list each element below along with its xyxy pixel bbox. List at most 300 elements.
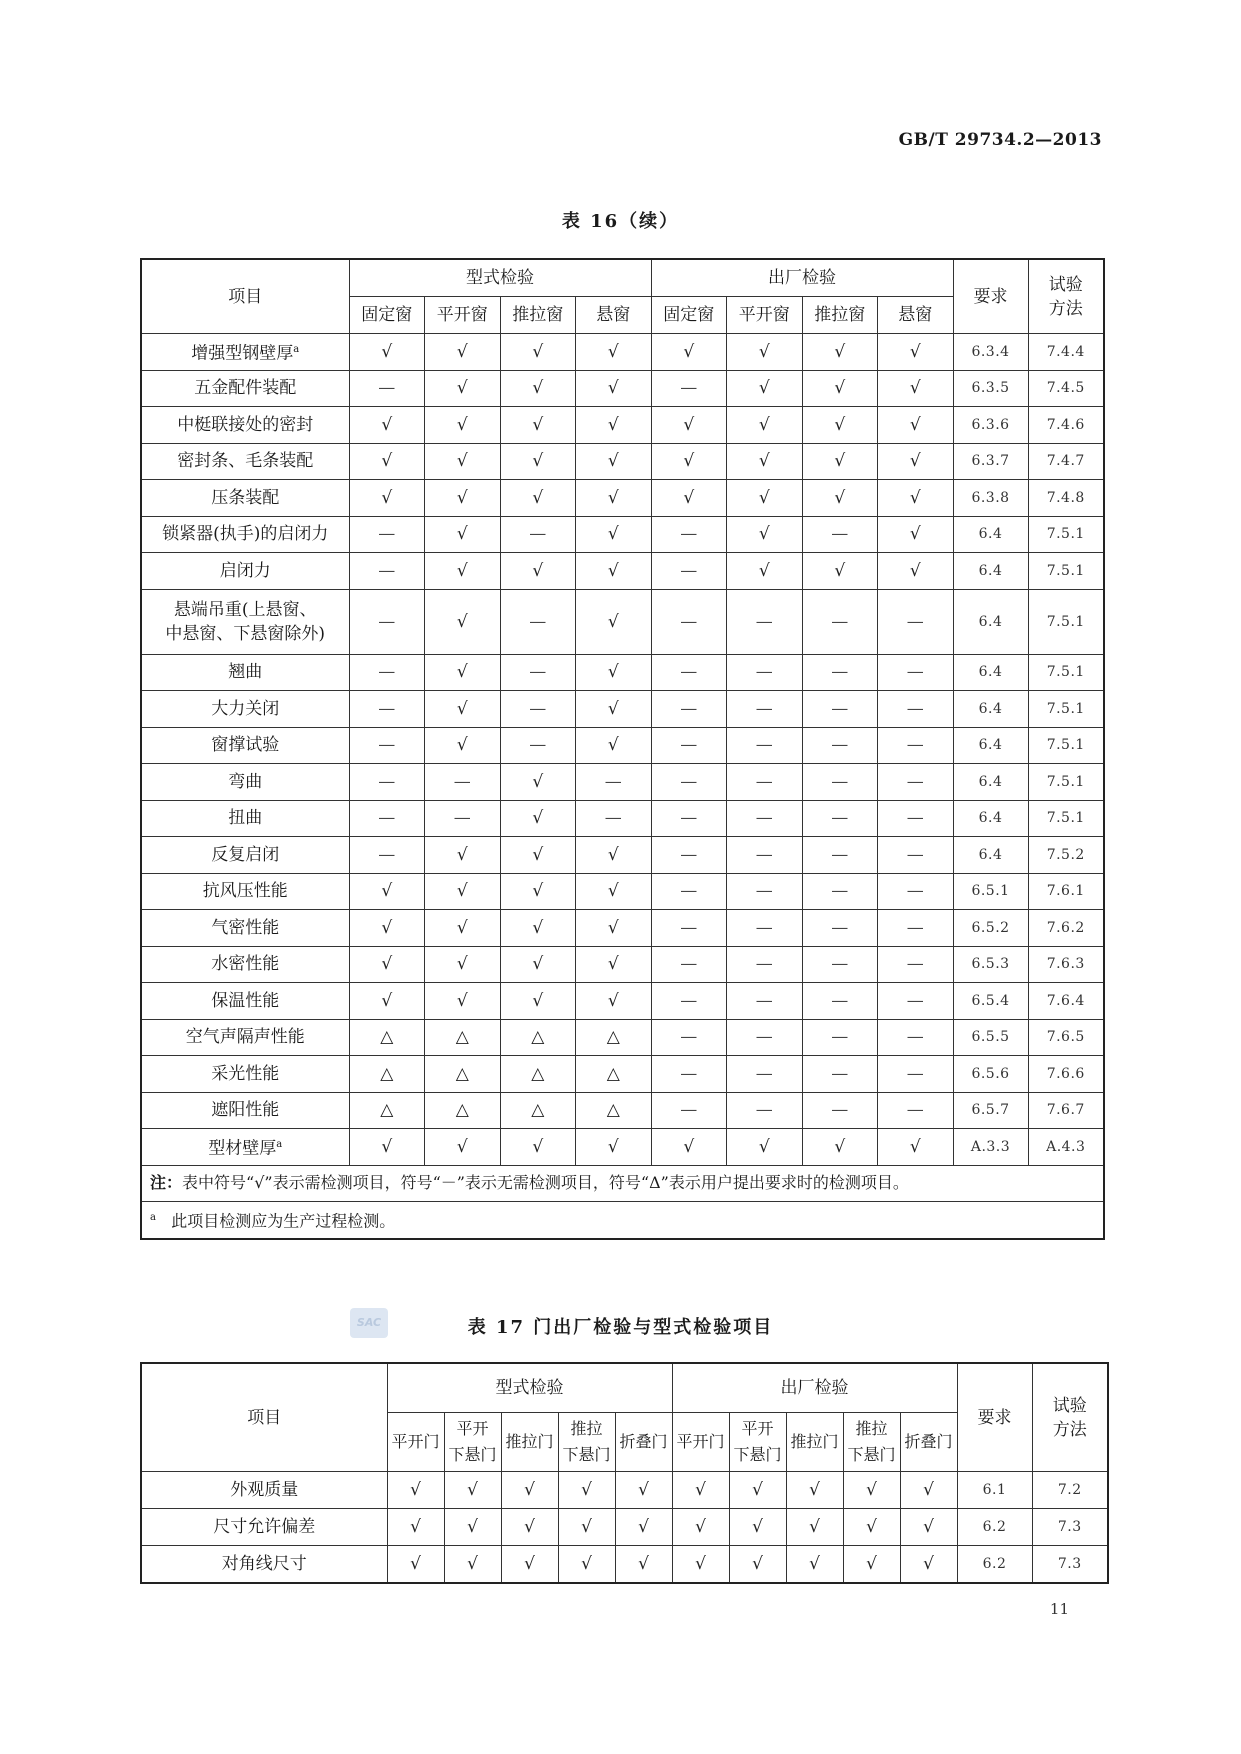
check-cell: √: [576, 1129, 652, 1166]
requirement-cell: 6.4: [953, 764, 1028, 801]
check-cell: √: [802, 1129, 878, 1166]
note-text: 表中符号“√”表示需检测项目，符号“－”表示无需检测项目，符号“Δ”表示用户提出要求时的检测项目。: [182, 1173, 909, 1193]
method-cell: 7.5.1: [1028, 553, 1104, 590]
check-cell: —: [349, 764, 425, 801]
table-row: [141, 910, 1104, 947]
check-cell: √: [349, 910, 425, 947]
check-cell: —: [651, 727, 727, 764]
check-cell: √: [558, 1472, 615, 1509]
check-cell: √: [576, 654, 652, 691]
check-cell: √: [500, 443, 576, 480]
check-cell: —: [349, 727, 425, 764]
check-cell: —: [576, 800, 652, 837]
sac-watermark-logo: SAC: [350, 1308, 388, 1338]
header-sub-3: 悬窗: [576, 297, 652, 334]
check-cell: —: [878, 764, 954, 801]
row-item-text: 增强型钢壁厚: [191, 343, 294, 364]
check-cell: —: [651, 589, 727, 654]
check-cell: √: [349, 873, 425, 910]
check-cell: —: [500, 589, 576, 654]
row-item-label: [141, 516, 349, 553]
t17-header-sub-7: [786, 1413, 843, 1472]
header-test-method-line2: 方法: [1048, 298, 1083, 319]
check-cell: √: [500, 370, 576, 407]
table-row: [141, 589, 1104, 654]
check-cell: —: [349, 800, 425, 837]
check-cell: √: [727, 443, 803, 480]
table-row: [141, 370, 1104, 407]
t17-header-item: 项目: [141, 1363, 387, 1472]
check-cell: —: [727, 1019, 803, 1056]
check-cell: —: [727, 837, 803, 874]
check-cell: √: [425, 873, 501, 910]
row-item-label: [141, 443, 349, 480]
check-cell: √: [802, 480, 878, 517]
check-cell: —: [727, 654, 803, 691]
check-cell: △: [500, 1092, 576, 1129]
check-cell: √: [558, 1509, 615, 1546]
check-cell: √: [349, 946, 425, 983]
t17-header-test-method: [1032, 1363, 1108, 1472]
check-cell: △: [425, 1056, 501, 1093]
row-item-label: 外观质量: [141, 1472, 387, 1509]
check-cell: √: [878, 516, 954, 553]
method-cell: 7.5.2: [1028, 837, 1104, 874]
check-cell: —: [878, 589, 954, 654]
check-cell: √: [500, 553, 576, 590]
check-cell: √: [558, 1546, 615, 1584]
row-item-text: 压条装配: [211, 487, 280, 508]
method-cell: 7.4.5: [1028, 370, 1104, 407]
row-item-label: [141, 553, 349, 590]
t17-header-sub-4: [615, 1413, 672, 1472]
table-row: [141, 1019, 1104, 1056]
check-cell: —: [727, 691, 803, 728]
check-cell: —: [878, 1056, 954, 1093]
check-cell: √: [425, 946, 501, 983]
check-cell: △: [425, 1019, 501, 1056]
check-cell: △: [349, 1092, 425, 1129]
check-cell: √: [729, 1472, 786, 1509]
check-cell: —: [349, 654, 425, 691]
table-row: [141, 1546, 1108, 1584]
check-cell: √: [729, 1509, 786, 1546]
check-cell: —: [349, 589, 425, 654]
check-cell: √: [651, 1129, 727, 1166]
row-item-label: [141, 800, 349, 837]
check-cell: √: [425, 553, 501, 590]
check-cell: —: [651, 691, 727, 728]
check-cell: √: [576, 370, 652, 407]
row-item-text: 中梃联接处的密封: [177, 414, 314, 435]
table-row: [141, 691, 1104, 728]
table-16: [140, 258, 1105, 1240]
check-cell: √: [501, 1546, 558, 1584]
check-cell: √: [444, 1546, 501, 1584]
row-item-text: 扭曲: [228, 808, 263, 829]
t17-header-sub-2: [501, 1413, 558, 1472]
check-cell: —: [802, 946, 878, 983]
row-item-text: 翘曲: [228, 662, 263, 683]
row-item-text: 启闭力: [219, 560, 271, 581]
check-cell: —: [500, 516, 576, 553]
row-item-label: [141, 407, 349, 444]
check-cell: √: [425, 407, 501, 444]
header-sub-5: 平开窗: [727, 297, 803, 334]
check-cell: √: [878, 334, 954, 371]
check-cell: —: [878, 946, 954, 983]
check-cell: √: [349, 443, 425, 480]
check-cell: √: [444, 1509, 501, 1546]
t17-sub-line2: 下悬门: [562, 1445, 611, 1464]
check-cell: —: [349, 553, 425, 590]
method-cell: 7.3: [1032, 1546, 1108, 1584]
check-cell: √: [672, 1509, 729, 1546]
method-cell: 7.6.5: [1028, 1019, 1104, 1056]
table-row: [141, 1472, 1108, 1509]
table-17: [140, 1362, 1109, 1584]
row-item-label: [141, 589, 349, 654]
check-cell: —: [651, 1092, 727, 1129]
requirement-cell: 6.4: [953, 691, 1028, 728]
page-number: 11: [1049, 1600, 1069, 1618]
check-cell: √: [576, 589, 652, 654]
row-item-label: [141, 334, 349, 371]
check-cell: —: [802, 873, 878, 910]
check-cell: √: [500, 946, 576, 983]
check-cell: —: [349, 370, 425, 407]
check-cell: √: [576, 691, 652, 728]
row-item-text: 弯曲: [228, 771, 263, 792]
requirement-cell: 6.3.8: [953, 480, 1028, 517]
t17-sub-line2: 下悬门: [448, 1445, 497, 1464]
row-item-label: [141, 654, 349, 691]
t17-sub-line1: 平开: [456, 1419, 489, 1438]
row-item-label: 尺寸允许偏差: [141, 1509, 387, 1546]
check-cell: √: [878, 1129, 954, 1166]
check-cell: √: [500, 1129, 576, 1166]
method-cell: 7.6.6: [1028, 1056, 1104, 1093]
method-cell: 7.4.7: [1028, 443, 1104, 480]
check-cell: √: [843, 1509, 900, 1546]
check-cell: √: [500, 910, 576, 947]
row-item-label: [141, 1129, 349, 1166]
header-factory-test: 出厂检验: [651, 259, 953, 297]
requirement-cell: A.3.3: [953, 1129, 1028, 1166]
row-item-text: 抗风压性能: [202, 881, 288, 902]
check-cell: √: [501, 1509, 558, 1546]
check-cell: √: [387, 1472, 444, 1509]
check-cell: —: [651, 764, 727, 801]
header-type-test: 型式检验: [349, 259, 651, 297]
row-item-label: [141, 837, 349, 874]
t17-sub-line1: 平开门: [391, 1432, 440, 1451]
check-cell: √: [425, 480, 501, 517]
check-cell: √: [387, 1546, 444, 1584]
method-cell: 7.5.1: [1028, 691, 1104, 728]
check-cell: √: [349, 407, 425, 444]
t17-sub-line1: 推拉: [855, 1419, 888, 1438]
row-item-label: [141, 1092, 349, 1129]
t17-sub-line1: 推拉门: [505, 1432, 554, 1451]
check-cell: —: [651, 946, 727, 983]
check-cell: △: [500, 1056, 576, 1093]
check-cell: √: [802, 443, 878, 480]
footnote-text: 此项目检测应为生产过程检测。: [171, 1211, 396, 1231]
check-cell: —: [651, 370, 727, 407]
row-item-label: 对角线尺寸: [141, 1546, 387, 1584]
check-cell: △: [576, 1092, 652, 1129]
check-cell: √: [576, 946, 652, 983]
check-cell: √: [651, 334, 727, 371]
check-cell: √: [425, 370, 501, 407]
check-cell: —: [878, 837, 954, 874]
method-cell: 7.5.1: [1028, 589, 1104, 654]
check-cell: —: [651, 1056, 727, 1093]
note-label: 注：: [150, 1173, 183, 1193]
table-row: [141, 983, 1104, 1020]
check-cell: —: [802, 654, 878, 691]
row-item-text: 遮阳性能: [211, 1100, 280, 1121]
check-cell: √: [878, 370, 954, 407]
header-test-method: [1028, 259, 1104, 334]
t17-header-type-test: 型式检验: [387, 1363, 672, 1413]
row-item-text: 窗撑试验: [211, 735, 280, 756]
footnote-ref: a: [293, 343, 300, 355]
check-cell: —: [802, 837, 878, 874]
row-item-text: 反复启闭: [211, 844, 280, 865]
t17-sub-line1: 平开: [741, 1419, 774, 1438]
check-cell: √: [576, 910, 652, 947]
t17-header-sub-0: [387, 1413, 444, 1472]
check-cell: —: [651, 873, 727, 910]
check-cell: √: [425, 516, 501, 553]
table-17-caption: 表 17 门出厂检验与型式检验项目: [467, 1317, 774, 1338]
check-cell: √: [786, 1509, 843, 1546]
row-item-label: [141, 873, 349, 910]
requirement-cell: 6.5.2: [953, 910, 1028, 947]
t17-sub-line1: 折叠门: [619, 1432, 668, 1451]
header-sub-6: 推拉窗: [802, 297, 878, 334]
row-item-line2: 中悬窗、下悬窗除外): [165, 623, 326, 644]
check-cell: √: [425, 334, 501, 371]
method-cell: 7.5.1: [1028, 727, 1104, 764]
row-item-text: 气密性能: [211, 917, 280, 938]
check-cell: —: [802, 983, 878, 1020]
check-cell: √: [425, 589, 501, 654]
check-cell: —: [727, 873, 803, 910]
check-cell: —: [349, 837, 425, 874]
check-cell: —: [878, 800, 954, 837]
check-cell: √: [651, 443, 727, 480]
check-cell: √: [878, 407, 954, 444]
check-cell: —: [651, 800, 727, 837]
check-cell: —: [727, 727, 803, 764]
requirement-cell: 6.3.7: [953, 443, 1028, 480]
check-cell: √: [651, 480, 727, 517]
check-cell: √: [802, 407, 878, 444]
check-cell: —: [878, 1019, 954, 1056]
t17-header-sub-3: [558, 1413, 615, 1472]
check-cell: —: [651, 516, 727, 553]
check-cell: —: [349, 691, 425, 728]
check-cell: √: [500, 800, 576, 837]
standard-code: GB/T 29734.2—2013: [898, 130, 1102, 150]
check-cell: √: [576, 407, 652, 444]
check-cell: —: [727, 1056, 803, 1093]
method-cell: 7.5.1: [1028, 764, 1104, 801]
check-cell: √: [802, 334, 878, 371]
check-cell: √: [500, 764, 576, 801]
check-cell: △: [576, 1056, 652, 1093]
check-cell: √: [425, 443, 501, 480]
check-cell: —: [727, 800, 803, 837]
row-item-text: 锁紧器(执手)的启闭力: [162, 524, 329, 545]
t17-header-sub-9: [900, 1413, 957, 1472]
check-cell: —: [349, 516, 425, 553]
table-row: [141, 407, 1104, 444]
header-sub-0: 固定窗: [349, 297, 425, 334]
t17-sub-line1: 推拉门: [790, 1432, 839, 1451]
check-cell: —: [500, 654, 576, 691]
t17-header-test-method-line2: 方法: [1052, 1419, 1087, 1440]
table-row: [141, 1129, 1104, 1166]
check-cell: √: [729, 1546, 786, 1584]
row-item-text: 水密性能: [211, 954, 280, 975]
check-cell: √: [900, 1472, 957, 1509]
requirement-cell: 6.5.1: [953, 873, 1028, 910]
table-row: [141, 1509, 1108, 1546]
check-cell: √: [387, 1509, 444, 1546]
t17-sub-line1: 推拉: [570, 1419, 603, 1438]
requirement-cell: 6.3.6: [953, 407, 1028, 444]
check-cell: √: [672, 1472, 729, 1509]
check-cell: √: [802, 553, 878, 590]
check-cell: √: [500, 837, 576, 874]
row-item-label: [141, 910, 349, 947]
requirement-cell: 6.4: [953, 837, 1028, 874]
check-cell: √: [500, 334, 576, 371]
table-row: [141, 764, 1104, 801]
row-item-label: [141, 983, 349, 1020]
check-cell: √: [576, 516, 652, 553]
check-cell: —: [651, 983, 727, 1020]
requirement-cell: 6.4: [953, 800, 1028, 837]
check-cell: —: [727, 983, 803, 1020]
row-item-label: [141, 691, 349, 728]
check-cell: √: [501, 1472, 558, 1509]
check-cell: √: [727, 480, 803, 517]
requirement-cell: 6.2: [957, 1509, 1032, 1546]
row-item-text: 保温性能: [211, 990, 280, 1011]
footnote-mark: a: [150, 1212, 156, 1224]
row-item-text: 型材壁厚: [208, 1138, 277, 1159]
check-cell: √: [425, 654, 501, 691]
check-cell: √: [349, 1129, 425, 1166]
check-cell: —: [802, 516, 878, 553]
header-sub-7: 悬窗: [878, 297, 954, 334]
row-item-text: 空气声隔声性能: [185, 1027, 305, 1048]
method-cell: 7.4.6: [1028, 407, 1104, 444]
t17-sub-line2: 下悬门: [847, 1445, 896, 1464]
row-item-label: [141, 764, 349, 801]
check-cell: √: [843, 1472, 900, 1509]
requirement-cell: 6.4: [953, 654, 1028, 691]
t17-sub-line1: 平开门: [676, 1432, 725, 1451]
method-cell: 7.5.1: [1028, 516, 1104, 553]
table-row: [141, 1056, 1104, 1093]
check-cell: √: [878, 480, 954, 517]
method-cell: 7.5.1: [1028, 654, 1104, 691]
check-cell: √: [727, 370, 803, 407]
check-cell: —: [651, 910, 727, 947]
table-row: [141, 837, 1104, 874]
t17-header-sub-8: [843, 1413, 900, 1472]
check-cell: △: [349, 1019, 425, 1056]
table-16-caption: 表 16（续）: [561, 211, 680, 232]
check-cell: √: [576, 727, 652, 764]
check-cell: —: [802, 910, 878, 947]
t17-header-sub-6: [729, 1413, 786, 1472]
check-cell: √: [727, 334, 803, 371]
check-cell: √: [615, 1546, 672, 1584]
check-cell: √: [500, 983, 576, 1020]
row-item-text: 五金配件装配: [194, 378, 297, 399]
check-cell: —: [802, 1056, 878, 1093]
t17-sub-line2: 下悬门: [733, 1445, 782, 1464]
check-cell: —: [878, 691, 954, 728]
check-cell: √: [500, 480, 576, 517]
requirement-cell: 6.3.4: [953, 334, 1028, 371]
check-cell: √: [425, 691, 501, 728]
t17-header-test-method-line1: 试验: [1052, 1395, 1087, 1416]
check-cell: —: [802, 589, 878, 654]
check-cell: —: [576, 764, 652, 801]
check-cell: —: [727, 1092, 803, 1129]
row-item-label: [141, 727, 349, 764]
t17-sub-line1: 折叠门: [904, 1432, 953, 1451]
check-cell: —: [727, 589, 803, 654]
requirement-cell: 6.5.7: [953, 1092, 1028, 1129]
table-row: [141, 516, 1104, 553]
requirement-cell: 6.5.6: [953, 1056, 1028, 1093]
header-test-method-line1: 试验: [1048, 274, 1083, 295]
check-cell: —: [802, 1019, 878, 1056]
method-cell: 7.5.1: [1028, 800, 1104, 837]
method-cell: 7.6.4: [1028, 983, 1104, 1020]
table-row: [141, 946, 1104, 983]
check-cell: —: [425, 764, 501, 801]
check-cell: △: [425, 1092, 501, 1129]
check-cell: —: [651, 553, 727, 590]
table-row: [141, 873, 1104, 910]
table-16-footnote: [141, 1202, 1104, 1239]
check-cell: √: [727, 516, 803, 553]
t17-header-requirement: 要求: [957, 1363, 1032, 1472]
header-requirement: 要求: [953, 259, 1028, 334]
check-cell: √: [615, 1509, 672, 1546]
requirement-cell: 6.5.4: [953, 983, 1028, 1020]
check-cell: √: [425, 837, 501, 874]
method-cell: 7.2: [1032, 1472, 1108, 1509]
requirement-cell: 6.5.5: [953, 1019, 1028, 1056]
table-row: [141, 553, 1104, 590]
requirement-cell: 6.3.5: [953, 370, 1028, 407]
check-cell: √: [576, 837, 652, 874]
table-row: [141, 443, 1104, 480]
check-cell: √: [576, 443, 652, 480]
check-cell: √: [576, 480, 652, 517]
